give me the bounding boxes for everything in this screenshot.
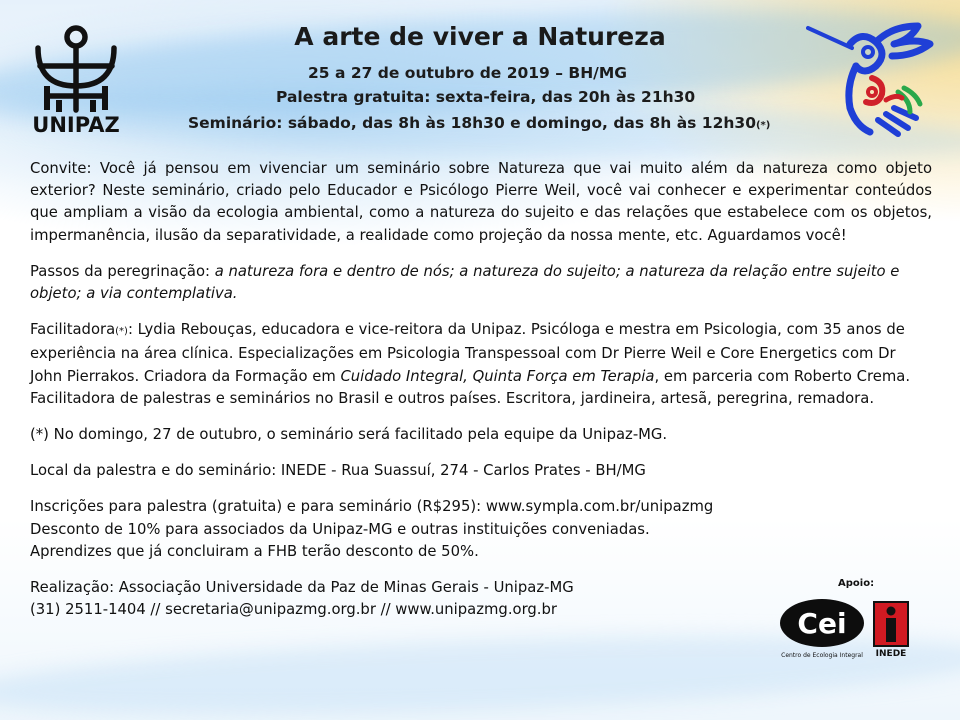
passos-label: Passos da peregrinação:	[30, 262, 215, 280]
local-info: Local da palestra e do seminário: INEDE - Rua Suassuí, 274 - Carlos Prates - BH/MG	[30, 462, 646, 480]
seminario-schedule	[188, 114, 770, 132]
inscricoes-info	[30, 496, 932, 563]
facilitadora-bio-end: , em parceria com Roberto Crema. Facilitadora de palestras e seminários no Brasil e outros países. Escritora, jardineira, artesã, peregrina, remadora.	[30, 367, 911, 407]
facilitadora-note-marker: (*)	[115, 326, 128, 338]
unipaz-logo-text: UNIPAZ	[32, 113, 120, 136]
invitation-body	[30, 158, 932, 635]
facilitadora-course-name: Cuidado Integral, Quinta Força em Terapia	[340, 367, 655, 385]
cei-logo	[778, 597, 868, 661]
facilitadora-paragraph	[30, 319, 932, 410]
facilitadora-bio: : Lydia Rebouças, educadora e vice-reitora da Unipaz. Psicóloga e mestra em Psicologia, com 35 anos de experiência na área clínica. Especializações em Psicologia Transpessoal com Dr Pierre Weil e Core Energetics com Dr John Pierrakos. Criadora da Formação em	[30, 321, 905, 385]
inscricoes-line: Inscrições para palestra (gratuita) e para seminário (R$295): www.sympla.com.br/unipazmg	[30, 498, 714, 516]
cei-logo-text: Cei	[797, 607, 847, 640]
contact-line: (31) 2511-1404 // secretaria@unipazmg.org.br // www.unipazmg.org.br	[30, 601, 557, 619]
inede-logo	[872, 600, 910, 658]
discount-line: Desconto de 10% para associados da Unipaz-MG e outras instituições conveniadas.	[30, 520, 650, 538]
seminario-note-marker: (*)	[755, 120, 771, 131]
seminario-schedule-text: Seminário: sábado, das 8h às 18h30 e domingo, das 8h às 12h30	[188, 114, 756, 132]
passos-items: a natureza fora e dentro de nós; a natureza do sujeito; a natureza da relação entre sujeito e objeto; a via contemplativa.	[30, 262, 900, 303]
facilitadora-label: Facilitadora	[30, 321, 116, 339]
palestra-schedule: Palestra gratuita: sexta-feira, das 20h às 21h30	[276, 88, 696, 106]
cei-caption: Centro de Ecologia Integral	[781, 652, 863, 659]
domingo-note: (*) No domingo, 27 de outubro, o seminário será facilitado pela equipe da Unipaz-MG.	[30, 426, 668, 444]
page-title: A arte de viver a Natureza	[294, 22, 666, 51]
inede-logo-text: INEDE	[875, 649, 907, 658]
realizacao-line: Realização: Associação Universidade da Paz de Minas Gerais - Unipaz-MG	[30, 579, 574, 597]
event-dates: 25 a 27 de outubro de 2019 – BH/MG	[308, 64, 627, 82]
convite-paragraph: Convite: Você já pensou em vivenciar um seminário sobre Natureza que vai muito além da natureza como objeto exterior? Neste seminário, criado pelo Educador e Psicólogo Pierre Weil, você vai conhecer e experimentar conteúdos que ampliam a visão da ecologia ambiental, como a natureza do sujeito e das relações que estabelece com os objetos, impermanência, ilusão da separatividade, a realidade como projeção da nossa mente, etc. Aguardamos você!	[30, 160, 932, 244]
fhb-discount-line: Aprendizes que já concluiram a FHB terão desconto de 50%.	[30, 542, 479, 560]
passos-paragraph	[30, 261, 932, 305]
apoio-label: Apoio:	[838, 578, 875, 589]
